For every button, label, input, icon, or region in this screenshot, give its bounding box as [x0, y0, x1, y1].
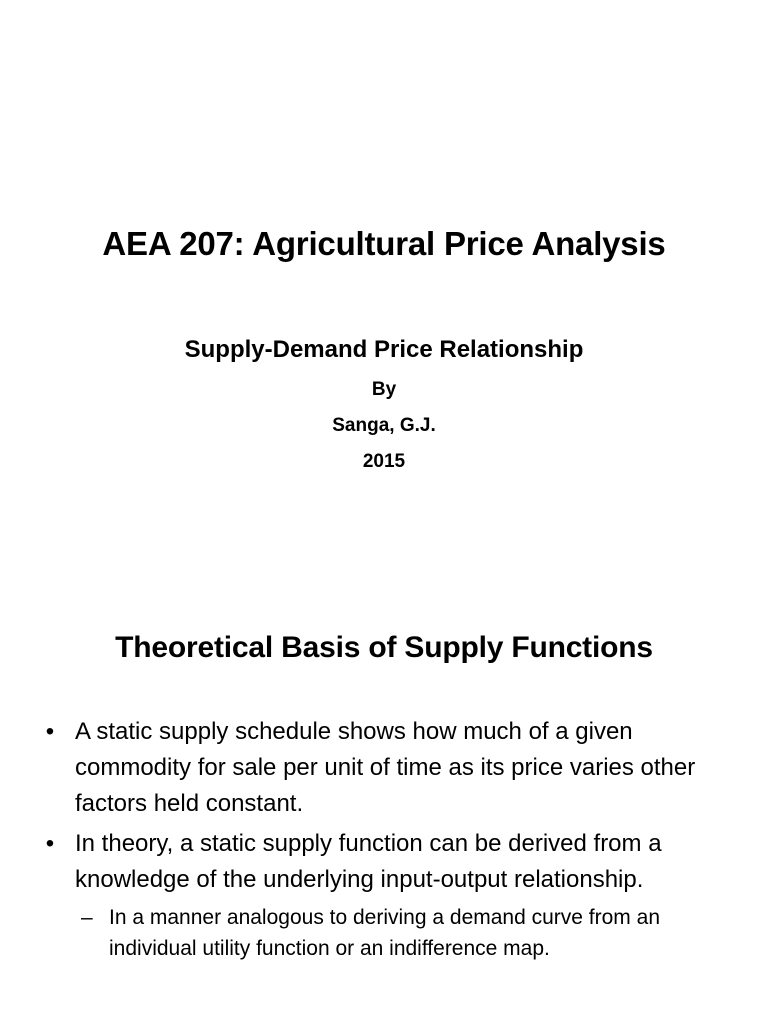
bullet-list — [40, 714, 724, 964]
bullet-marker: • — [45, 830, 55, 857]
bullet-marker: • — [45, 718, 55, 745]
presentation-subtitle: Supply-Demand Price Relationship — [184, 336, 584, 363]
subtitle-block — [0, 334, 768, 480]
bullet-item — [40, 714, 724, 822]
sub-bullet-text: In a manner analogous to deriving a demand curve from an individual utility function or an indifference map. — [109, 906, 660, 960]
sub-bullet-marker: – — [81, 906, 93, 929]
by-label: By — [371, 379, 397, 400]
author-name: Sanga, G.J. — [332, 415, 436, 436]
slide-title: Theoretical Basis of Supply Functions — [115, 631, 653, 664]
bullet-item — [40, 826, 724, 898]
sub-bullet-item — [75, 902, 724, 964]
presentation-title: AEA 207: Agricultural Price Analysis — [102, 225, 666, 262]
content-slide — [0, 576, 768, 1024]
presentation-year: 2015 — [362, 451, 406, 472]
bullet-text: In theory, a static supply function can be derived from a knowledge of the underlying input-output relationship. — [75, 830, 662, 893]
bullet-text: A static supply schedule shows how much of a given commodity for sale per unit of time as its price varies other factors held constant. — [75, 718, 696, 817]
